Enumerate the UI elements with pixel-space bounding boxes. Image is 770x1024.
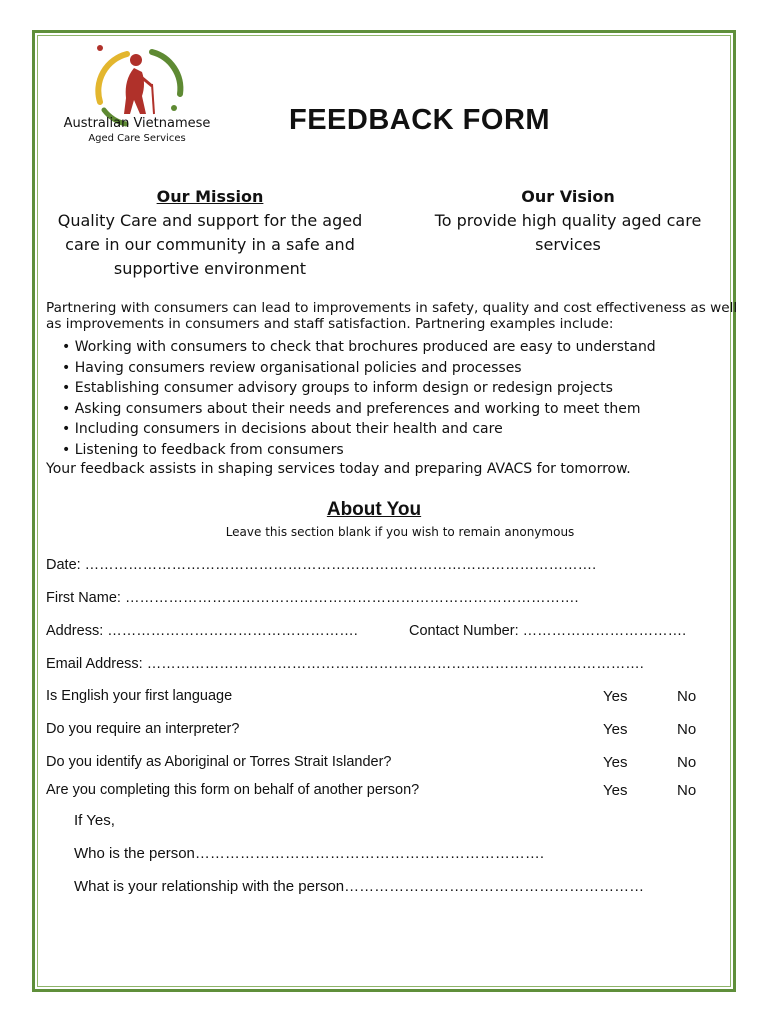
partnering-list: [62, 337, 656, 461]
form-title: FEEDBACK FORM: [289, 104, 551, 136]
question-aboriginal: Do you identify as Aboriginal or Torres Strait Islander?: [46, 754, 392, 770]
logo-line-2: Aged Care Services: [88, 133, 186, 144]
interpreter-no-option[interactable]: No: [677, 721, 697, 738]
address-field[interactable]: Address: …………………………………………….: [46, 623, 358, 639]
list-item: • Including consumers in decisions about their health and care: [62, 419, 656, 440]
behalf-no-option[interactable]: No: [677, 782, 697, 799]
date-field[interactable]: Date: …………………………………………………………………………………………….: [46, 557, 597, 573]
aboriginal-no-option[interactable]: No: [677, 754, 697, 771]
list-item: • Listening to feedback from consumers: [62, 440, 656, 461]
aboriginal-yes-option[interactable]: Yes: [603, 754, 628, 771]
who-is-person-field[interactable]: Who is the person…………………………………………………………….: [74, 845, 545, 862]
vision-block: [420, 185, 716, 257]
vision-text: To provide high quality aged care services: [434, 211, 702, 254]
email-field[interactable]: Email Address: ………………………………………………………………………………………….: [46, 656, 644, 672]
list-item: • Establishing consumer advisory groups to inform design or redesign projects: [62, 378, 656, 399]
list-item: • Having consumers review organisational policies and processes: [62, 358, 656, 379]
question-behalf: Are you completing this form on behalf of another person?: [46, 782, 420, 798]
relationship-field[interactable]: What is your relationship with the person……………………………………………………: [74, 878, 645, 895]
interpreter-yes-option[interactable]: Yes: [603, 721, 628, 738]
intro-paragraph: Partnering with consumers can lead to improvements in safety, quality and cost effectiveness as well as improvements in consumers and staff satisfaction. Partnering examples include:: [46, 300, 738, 332]
mission-text: Quality Care and support for the aged care in our community in a safe and supportive environment: [57, 211, 363, 278]
english-yes-option[interactable]: Yes: [603, 688, 628, 705]
list-item: • Asking consumers about their needs and preferences and working to meet them: [62, 399, 656, 420]
contact-number-field[interactable]: Contact Number: …………………………….: [409, 623, 687, 639]
if-yes-label: If Yes,: [74, 812, 115, 829]
question-english: Is English your first language: [46, 688, 233, 704]
vision-heading: Our Vision: [521, 187, 615, 206]
mission-block: [48, 185, 372, 281]
question-interpreter: Do you require an interpreter?: [46, 721, 240, 737]
mission-heading: Our Mission: [156, 187, 264, 206]
behalf-yes-option[interactable]: Yes: [603, 782, 628, 799]
first-name-field[interactable]: First Name: ………………………………………………………………………………….: [46, 590, 579, 606]
closing-text: Your feedback assists in shaping services today and preparing AVACS for tomorrow.: [46, 461, 631, 477]
about-you-subheading: Leave this section blank if you wish to remain anonymous: [225, 525, 575, 539]
about-you-heading: About You: [326, 499, 422, 520]
logo-line-1: Australian Vietnamese: [63, 116, 211, 131]
english-no-option[interactable]: No: [677, 688, 697, 705]
list-item: • Working with consumers to check that brochures produced are easy to understand: [62, 337, 656, 358]
